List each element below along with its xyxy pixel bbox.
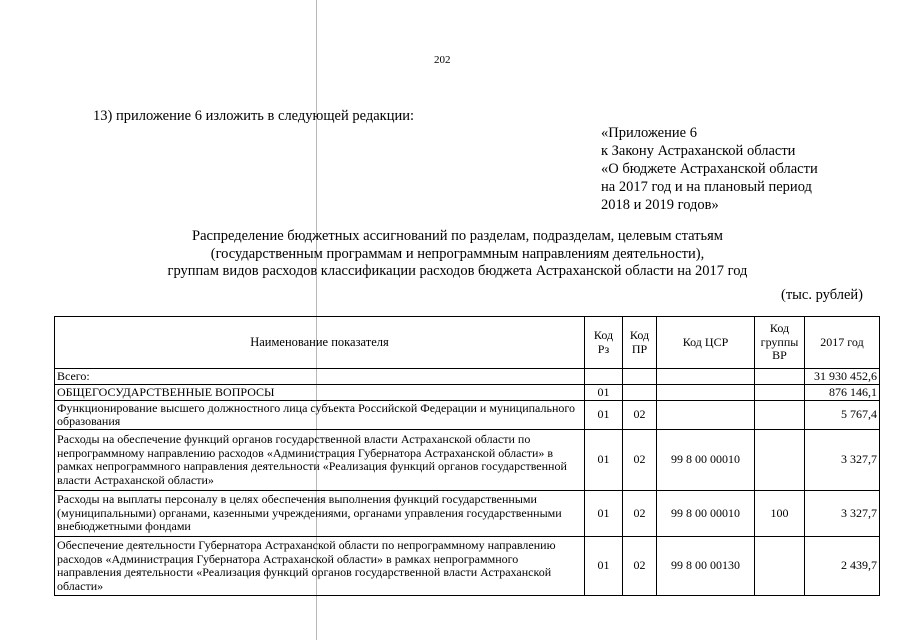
title-line: (государственным программам и непрограммным направлениям деятельности),	[210, 245, 705, 262]
row-pr: 02	[623, 430, 657, 491]
title-line: группам видов расходов классификации расходов бюджета Астраханской области на 2017 год	[167, 263, 748, 279]
row-vr: 100	[755, 491, 805, 537]
row-amount: 31 930 452,6	[805, 369, 880, 385]
row-amount: 2 439,7	[805, 537, 880, 596]
row-pr	[623, 369, 657, 385]
row-name: Функционирование высшего должностного лица субъекта Российской Федерации и муниципального образования	[55, 401, 585, 430]
row-rz: 01	[585, 537, 623, 596]
row-csr: 99 8 00 00010	[657, 491, 755, 537]
header-name: Наименование показателя	[55, 317, 585, 369]
row-pr: 02	[623, 401, 657, 430]
row-csr: 99 8 00 00010	[657, 430, 755, 491]
budget-table	[54, 316, 880, 596]
row-rz: 01	[585, 401, 623, 430]
row-amount: 5 767,4	[805, 401, 880, 430]
table-row	[55, 385, 880, 401]
row-pr: 02	[623, 491, 657, 537]
row-rz: 01	[585, 385, 623, 401]
table-row	[55, 430, 880, 491]
table-row	[55, 369, 880, 385]
row-vr	[755, 537, 805, 596]
title-line: Распределение бюджетных ассигнований по разделам, подразделам, целевым статьям	[192, 228, 723, 244]
appendix-line: к Закону Астраханской области	[601, 143, 796, 159]
appendix-reference	[601, 124, 818, 214]
appendix-line: на 2017 год и на плановый период	[601, 179, 812, 195]
row-name: Расходы на выплаты персоналу в целях обеспечения выполнения функций государственными (муниципальными) органами, казенными учреждениями, органами управления государственными внебюджетными фондами	[55, 491, 585, 537]
row-rz: 01	[585, 491, 623, 537]
row-amount: 3 327,7	[805, 430, 880, 491]
row-rz: 01	[585, 430, 623, 491]
row-name: Расходы на обеспечение функций органов государственной власти Астраханской области по непрограммному направлению расходов «Администрация Губернатора Астраханской области» в рамках непрограммного направления деятельности «Реализация функций органов государственной власти Астраханской области»	[55, 430, 585, 491]
table-header-row	[55, 317, 880, 369]
table-row	[55, 401, 880, 430]
units-label: (тыс. рублей)	[781, 287, 863, 303]
row-pr: 02	[623, 537, 657, 596]
row-vr	[755, 401, 805, 430]
row-name: ОБЩЕГОСУДАРСТВЕННЫЕ ВОПРОСЫ	[55, 385, 585, 401]
row-amount: 3 327,7	[805, 491, 880, 537]
row-vr	[755, 369, 805, 385]
row-vr	[755, 430, 805, 491]
appendix-line: «О бюджете Астраханской области	[601, 161, 818, 177]
header-pr: Код ПР	[623, 317, 657, 369]
row-name: Обеспечение деятельности Губернатора Астраханской области по непрограммному направлению расходов «Администрация Губернатора Астраханской области» в рамках непрограммного направления деятельности «Реализация функций органов государственной власти Астраханской области»	[55, 537, 585, 596]
row-rz	[585, 369, 623, 385]
header-csr: Код ЦСР	[657, 317, 755, 369]
row-name: Всего:	[55, 369, 585, 385]
row-pr	[623, 385, 657, 401]
document-title	[100, 228, 815, 281]
table-row	[55, 491, 880, 537]
page-number: 202	[434, 54, 451, 66]
appendix-line: 2018 и 2019 годов»	[601, 197, 719, 213]
instruction-text: 13) приложение 6 изложить в следующей редакции:	[93, 108, 415, 124]
row-csr: 99 8 00 00130	[657, 537, 755, 596]
row-csr	[657, 385, 755, 401]
appendix-line: «Приложение 6	[601, 125, 697, 141]
row-csr	[657, 401, 755, 430]
header-vr: Код группы ВР	[755, 317, 805, 369]
header-rz: Код Рз	[585, 317, 623, 369]
header-year: 2017 год	[805, 317, 880, 369]
table-row	[55, 537, 880, 596]
row-vr	[755, 385, 805, 401]
row-csr	[657, 369, 755, 385]
row-amount: 876 146,1	[805, 385, 880, 401]
